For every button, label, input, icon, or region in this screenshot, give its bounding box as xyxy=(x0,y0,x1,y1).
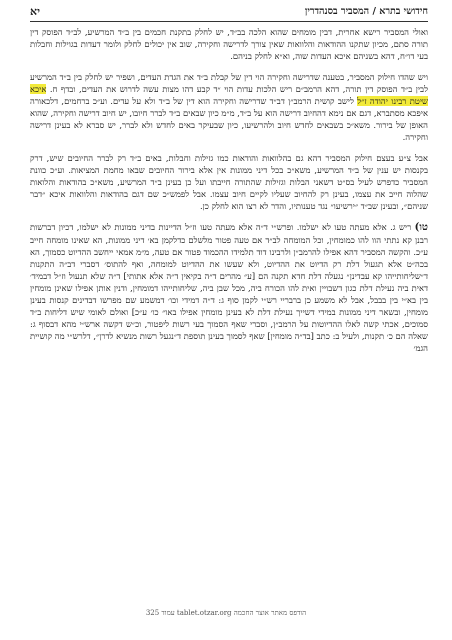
paragraph-text: ויש שהדו חילוק המסביר, בטענה שדרישה וחקירה הוי דין של קבלת ב״ד את הגדת העדים, ושפיר יש לחלק בין ב״ד המרשיע לבין ב״ד הפוסק דין תורה, דהא הרמב״ם ריש הלכות עדות הוי ״ד קבע דהו מצות עשה לדרוש את העדים, ובדף ח. xyxy=(30,72,428,94)
paragraph xyxy=(30,221,428,354)
page-letter: יא xyxy=(30,5,40,18)
paragraph xyxy=(30,71,428,143)
header-rule xyxy=(30,21,428,22)
footer-watermark: הודפס מאתר אוצר החכמה tablet.otzar.org עמוד 325 xyxy=(145,609,307,617)
main-text xyxy=(30,26,428,363)
section-number: טו) xyxy=(414,222,428,233)
paragraph xyxy=(30,152,428,212)
header-title: חידושי בתרא / המסביר בסנהדרין xyxy=(304,6,428,17)
highlighted-phrase: איכא שיטת רבינו יהודה ז״ל xyxy=(30,84,428,106)
paragraph-text: ואולי המסביר רישא אחרית, דבין מומחים שהוא הלכה בב״ד, יש לחלק בתקנת חכמים בין ב״ד המרשיע, לב״ד הפוסק דין תורה סתם, מכיון שתקנו ההודאות והלוואות שאין צורך לדרישה וחקירה, שוב אין יכולים לחלק ולומר דעדות בגוילות וחבלות בעי דו״ח, דהא בשניהם איכא העדות שוה, וא״א לחלק בניהם. xyxy=(30,27,428,61)
paragraph xyxy=(30,26,428,62)
running-header xyxy=(30,4,428,20)
paragraph-text-cont: לישב קושית הרמב״ן דב״ד שדרישה וחקירה הוא דין של ב״ד ולא על עדים. וע״כ ברחמים, דלכאורה איפכא מסתברא, דגם אם נימא דהחיוב דרישה הוא על ב״ד, מ״מ כיון שבאים ב״ד לברר חיובו, יש חיוב דרישה וחקירה, שהוא האופן של בירור. משא״כ בשבאים לחדש חיוב ולהרשיעו, כיון שבעיקר באים לחדש ולא לברר, יש סברא לא בעינן דרישה וחקירה. xyxy=(30,96,428,142)
paragraph-text: ריש ג. אלא מעתה טעו לא ישלמו. ופרש״י ד״ה אלא מעתה טעו וז״ל הדיינות בדיני ממונות לא ישלמו, דכיון דברשות רבנן קא נתתי הוו להו כמומחין, וכל המומחה לב״ד אם טעה פטור מלשלם כדלקמן בא׳ דיני ממונות, הא שאינו מומחה חייב ע״כ. והקשה המסביר דהא אפילו להרמב״ן ולרבינו דוד תלמידו ההכמוד פטור אם טעה, מ״מ אמאי ייחשב ההדיוט כסמוך, הא בכה״ט אלא תגעול דלת רק הדיוט את ההדיוט, ולא שעשו את ההדיוט למומחה, ואף להתוס׳ דסברי דב״ה התקנות ד״שליחותייהו קא עבדינן״ נגעלה דלת חדא תקנה הם [ע״ מהרים ד״ה בקיאין ד״ה אלא אתותי] ד״ה שלא תנעול וז״ל דבמיד׳ דאית ביה נעילת דלת כגון דשבויין ואית להו הכורח ביה, מכל שבן ביה, שליחותייהו דמומחין, ודנין אותן אפילו שאינן מומחין בין בא״י בין בבבל, אבל לא משמע כן ברבריי רש״י לקמן סוף ג: ד״ה דמידי וכו׳ דמשמע שם מפרשו דבדינים קנסות בעינן מומחין, ובשאר דיני ממונות במידי דשייך נעילת דלת לא בעינן מומחין אפילו באו״ כו׳ ע״כ] ואולם לאומי שיש דליחות ב״ד סמוכים, אכתי קשה לאלו ההדיוטות על הרמב״ן, וסברי שאף הסמוך בעי רשות ליפטור, וכ״ש דקשה ארש״י מהא דבסוף ג: שאלה הם כ׳ תקנות, ולעיל ב: כתב [בד״ה מומחין] שאף לסמוך בעינן תוספת ד״נגעל רשות מנשיא לדרן״, דלרש״י מה קושיית הגמ׳ xyxy=(30,222,428,353)
paragraph-text: אבל צ״ע בעצם חילוק המסביר דהא גם בהלוואות והודאות כמו גזילות וחבלות, באים ב״ד רק לברר החיובים שיש, דרק בקנסות יש ענין של ב״ד המרשיע, משא״כ בכל דיני ממונות אין אלא בירור החיובים שבאו מחמת המציאות. וע״כ כוונת המסביר כדפרש לעיל בס״ט דשאני הבלות וגזילות שהתורה חייבתו ועל כן בעינן ב״ד המרשיע, משא״כ בהודאות והלואות שהלוה חייב את עצמו, בעינן רק להחיוב שעליו לקיים חיוב עצמו. אבל לפמש״כ שם דגם בהודאות והלוואות איכא ״דבר שניהם״, ובעינן שב״ד ״ירשיעו״ נגד טענותיו, והדר לא רצו הוא לחלק כן. xyxy=(30,153,428,211)
